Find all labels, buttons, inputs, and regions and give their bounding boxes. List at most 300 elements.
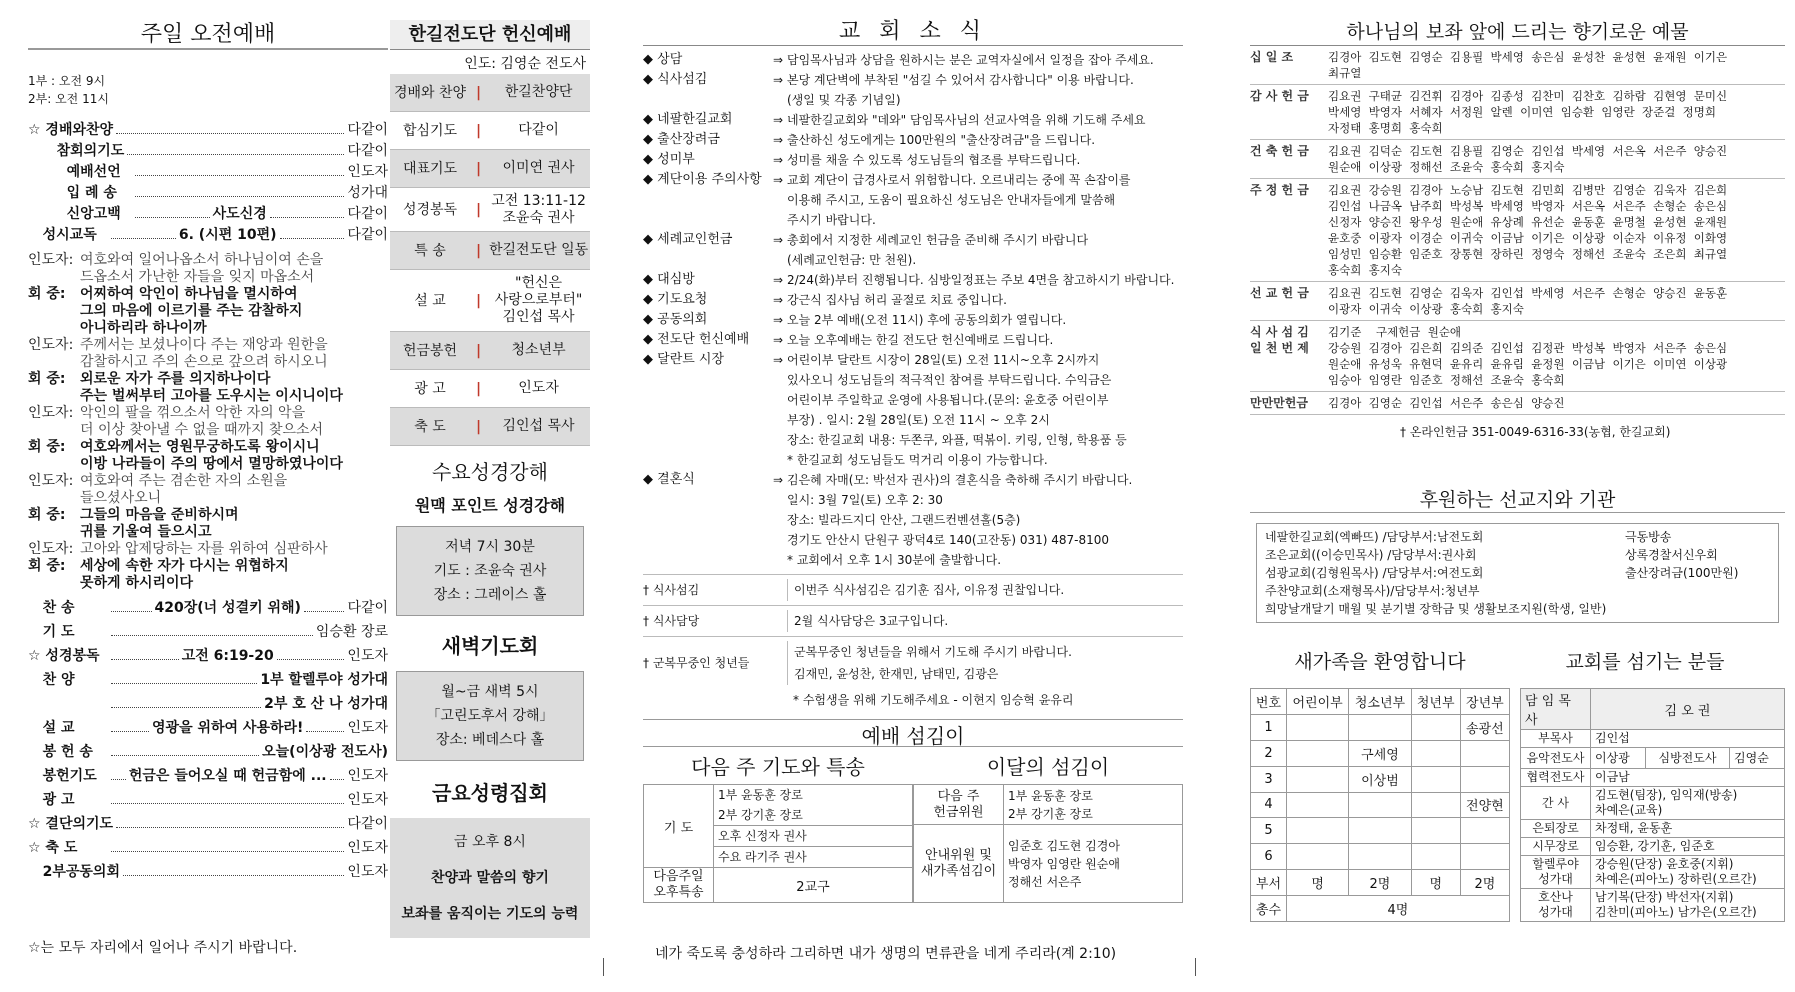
order-item (28, 790, 388, 814)
order-name: 찬 송 (28, 600, 75, 616)
order-item (28, 162, 388, 183)
news-line: 성미를 채울 수 있도록 성도님들의 협조를 부탁드립니다. (787, 153, 1081, 167)
dawn-info-line: 장소: 베데스다 홀 (435, 732, 545, 748)
dedication-row (390, 232, 590, 270)
leader-dots (123, 864, 344, 876)
dedication-person: 이미연 권사 (502, 160, 575, 176)
news-body (787, 170, 1131, 230)
responsive-line: 아니하리라 하나이까 (80, 320, 207, 336)
responsive-text (80, 371, 343, 405)
dedication-role: 경배와 찬양 (393, 84, 467, 101)
staff-name: 이금남 (1591, 769, 1785, 787)
institution-item: 출산장려금(100만원) (1625, 566, 1739, 580)
separator: | (476, 380, 482, 397)
offerings-title: 하나님의 보좌 앞에 드리는 향기로운 예물 (1250, 18, 1785, 46)
news-note (643, 574, 1183, 601)
order-item (28, 646, 388, 670)
note-line: 김재민, 윤성찬, 한재민, 남태민, 김광은 (794, 667, 999, 681)
cell: 어린이부 (1286, 689, 1348, 715)
order-person: 다같이 (347, 143, 388, 159)
responsive-speaker: 회 중: (28, 507, 66, 523)
cell (1286, 740, 1348, 766)
cell: 2 (1251, 740, 1287, 766)
offerings-table (1250, 46, 1785, 415)
responsive-entry (28, 286, 388, 337)
news-line: * 한길교회 성도님들도 먹거리 이용이 가능합니다. (787, 453, 1048, 467)
dedication-row (390, 370, 590, 408)
cell (1460, 818, 1509, 844)
cell (1286, 844, 1348, 870)
order-name: 입 례 송 (52, 185, 117, 201)
responsive-line: 감찰하시고 주의 손으로 갚으려 하시오니 (80, 354, 328, 370)
dawn-title: 새벽기도회 (441, 634, 539, 658)
mission-item: 네팔한길교회(엑빠뜨) /담당부서:남전도회 (1265, 530, 1484, 544)
order-item (28, 766, 388, 790)
staff-title: 교회를 섬기는 분들 (1565, 651, 1725, 673)
news-key: ◆ 식사섬김 (643, 72, 708, 87)
order-detail: 헌금은 들어오실 때 헌금함에 ... (128, 768, 327, 784)
dedication-row (390, 408, 590, 446)
news-line: 2/24(화)부터 진행됩니다. 심방일정표는 주보 4면을 참고하시기 바랍니다. (787, 273, 1175, 287)
arrow-icon: ⇒ (773, 53, 784, 67)
responsive-entry (28, 252, 388, 286)
separator: | (476, 160, 482, 177)
leader-dots (111, 624, 313, 636)
prayer-person: 2부 강기훈 장로 (714, 805, 913, 826)
cell (1411, 844, 1460, 870)
dedication-person: 한길찬양단 (504, 84, 573, 100)
news-line: 어린이부 달란트 시장이 28일(토) 오전 11시~오후 2시까지 (787, 353, 1100, 367)
staff-name: 차정태, 윤동훈 (1591, 820, 1785, 838)
order-item (28, 183, 388, 204)
news-line: 교회 계단이 급경사로서 위험합니다. 오르내리는 중에 꼭 손잡이를 (787, 173, 1131, 187)
offering-label: 다음 주 헌금위원 (914, 785, 1004, 825)
responsive-entry (28, 507, 388, 541)
dedication-row (390, 332, 590, 370)
dedication-role: 대표기도 (402, 160, 458, 177)
separator: | (476, 122, 482, 139)
responsive-line: 주는 벌써부터 고아를 도우시는 이시니이다 (80, 388, 343, 404)
staff-row (1521, 769, 1785, 787)
arrow-icon: ⇒ (773, 313, 784, 327)
page-divider-2 (1195, 958, 1196, 976)
mission-item: 조은교회((이승민목사) /담당부서:권사회 (1265, 548, 1477, 562)
cell (1349, 714, 1411, 740)
newcomers-total-row (1251, 896, 1510, 922)
bible-verse: 네가 죽도록 충성하라 그리하면 내가 생명의 면류관을 네게 주리라(계 2:10) (655, 946, 1117, 962)
news-title: 교 회 소 식 (643, 18, 1183, 46)
order-name: 봉헌기도 (28, 768, 97, 784)
offering-names: 김요권 구태균 김건휘 김경아 김종성 김찬미 김찬호 김하람 김현영 문미신 박세영 박영자 서혜자 서정원 알렌 이미연 임승환 임영란 장준걸 정명희 자정태 홍명희 홍숙희 (1328, 89, 1728, 135)
dedication-person: 인도자 (518, 380, 559, 396)
order-name: 신앙고백 (52, 206, 121, 222)
offering-row (1250, 392, 1785, 415)
offering-row (1250, 282, 1785, 321)
staff-name: 김영순 (1730, 748, 1785, 769)
order-detail: 2부 호 산 나 성가대 (264, 696, 388, 712)
news-item (643, 170, 1183, 230)
order-detail: 영광을 위하여 사용하라! (152, 720, 304, 736)
news-body (787, 50, 1154, 70)
cell: 부서 (1251, 870, 1287, 896)
news-key: ◆ 세례교인헌금 (643, 232, 733, 247)
cell: 명 (1286, 870, 1348, 896)
staff-row (1521, 787, 1785, 820)
responsive-text (80, 439, 343, 473)
news-key: ◆ 달란트 시장 (643, 352, 725, 367)
news-body (787, 290, 1007, 310)
responsive-line: 그의 마음에 이르기를 주는 감찰하지 (80, 303, 303, 319)
offerings-column (1250, 0, 1785, 992)
order-name: 기 도 (28, 624, 75, 640)
prayer-person: 오후 신정자 권사 (714, 826, 913, 847)
responsive-speaker: 인도자: (28, 337, 74, 353)
online-offering: † 온라인헌금 351-0049-6316-33(농협, 한길교회) (1400, 425, 1671, 439)
cell: 4 (1251, 792, 1287, 818)
order-name: 참회의기도 (42, 143, 125, 159)
dedication-person: 김인섭 목사 (502, 418, 575, 434)
order-person: 성가대 (347, 185, 388, 201)
responsive-text (80, 473, 287, 507)
dedication-row (390, 74, 590, 112)
news-line: 경기도 안산시 단원구 광덕4로 140(고잔동) 031) 487-8100 (787, 533, 1110, 547)
staff-row (1521, 730, 1785, 748)
dedication-row (390, 188, 590, 232)
cell: 2명 (1349, 870, 1411, 896)
news-body (787, 150, 1080, 170)
leader-dots (270, 206, 345, 218)
cell: 청년부 (1411, 689, 1460, 715)
wed-info-line: 장소 : 그레이스 홀 (433, 587, 547, 603)
staff-role: 간 사 (1521, 787, 1591, 820)
order-name: 광 고 (28, 792, 75, 808)
news-line: 일시: 3월 7일(토) 오후 2: 30 (787, 493, 943, 507)
fri-info-box (390, 818, 590, 938)
news-body (787, 110, 1146, 130)
news-item (643, 290, 1183, 310)
order-person: 인도자 (347, 164, 388, 180)
cell: 장년부 (1460, 689, 1509, 715)
responsive-entry (28, 439, 388, 473)
arrow-icon: ⇒ (773, 233, 784, 247)
news-line: 김은혜 자매(모: 박선자 권사)의 결혼식을 축하해 주시기 바랍니다. (787, 473, 1133, 487)
leader-dots (111, 227, 176, 239)
news-line: 오늘 2부 예배(오전 11시) 후에 공동의회가 열립니다. (787, 313, 1067, 327)
arrow-icon: ⇒ (773, 113, 784, 127)
order-item (28, 718, 388, 742)
offering-row (1250, 179, 1785, 282)
staff-name: 이상광 (1591, 748, 1646, 769)
order-detail: 사도신경 (212, 206, 267, 222)
note-line: 이번주 식사섬김은 김기훈 집사, 이유정 권찰입니다. (794, 583, 1065, 597)
responsive-line: 여호와여 주는 겸손한 자의 소원을 (80, 473, 288, 489)
order-name: ☆ 축 도 (28, 840, 78, 856)
missions-box (1256, 523, 1779, 623)
responsive-speaker: 인도자: (28, 541, 74, 557)
dedication-role: 성경봉독 (402, 201, 458, 218)
offering-names: 김요권 강승원 김경아 노승남 김도현 김민희 김병만 김영순 김욱자 김은희 김인섭 나금옥 남주희 박성복 박세영 박영자 서은옥 서은주 손형순 송은심 신정자 양승진 왕우성 원순애 유상례 유선순 윤동훈 윤명철 윤성현 윤재원 윤호중 이광자 이경순 이귀숙 이금남 이기은 이상광 이순자 이유정 이화영 임성민 임승환 임준호 장통현 장하린 정영숙 정해선 조윤숙 조은희 최규열 홍숙희 홍지숙 (1328, 183, 1728, 277)
staff-name: 김도현(팀장), 임익재(방송) 차예은(교육) (1591, 787, 1785, 820)
responsive-entry (28, 541, 388, 558)
leader-dots (306, 720, 344, 732)
news-line: 출산하신 성도에게는 100만원의 "출산장려금"을 드립니다. (787, 133, 1096, 147)
cell: 청소년부 (1349, 689, 1411, 715)
staff-row (1521, 889, 1785, 922)
responsive-line: 못하게 하시리이다 (80, 575, 194, 591)
responsive-line: 어찌하여 악인이 하나님을 멸시하여 (80, 286, 298, 302)
news-line: 총회에서 지정한 세례교인 헌금을 준비해 주시기 바랍니다 (787, 233, 1089, 247)
note-body (787, 579, 1064, 601)
leader-dots (111, 768, 126, 780)
order-person: 다같이 (347, 816, 388, 832)
note-body (787, 641, 1072, 685)
order-person: 임승환 장로 (315, 624, 388, 640)
wed-info-line: 기도 : 조윤숙 권사 (433, 563, 547, 579)
dedication-row (390, 112, 590, 150)
news-line: 장소: 빌라드지디 안산, 그랜드컨벤션홀(5층) (787, 513, 1021, 527)
note-body (787, 610, 948, 632)
responsive-line: 악인의 팔을 꺾으소서 악한 자의 악을 (80, 405, 306, 421)
news-line: 이용해 주시고, 도움이 필요하신 성도님은 안내자들에게 말씀해 (787, 193, 1116, 207)
offering-names: 김경아 김영순 김인섭 서은주 송은심 양승진 (1328, 396, 1565, 410)
exam-prayer-note: * 수험생을 위해 기도해주세요 - 이현지 임승혁 윤유리 (793, 693, 1074, 707)
news-key: ◆ 기도요청 (643, 292, 708, 307)
cell: 이상범 (1349, 766, 1411, 792)
cell (1349, 818, 1411, 844)
cell (1460, 740, 1509, 766)
responsive-line: 여호와께서는 영원무궁하도록 왕이시니 (80, 439, 320, 455)
news-line: 담임목사님과 상담을 원하시는 분은 교역자실에서 일정을 잡아 주세요. (787, 53, 1154, 67)
staff-role: 부목사 (1521, 730, 1591, 748)
order-person: 인도자 (347, 840, 388, 856)
order-name: 성시교독 (28, 227, 97, 243)
worship-order (28, 120, 388, 246)
news-body (787, 330, 1053, 350)
news-line: (생일 및 각종 기념일) (787, 93, 901, 107)
order-person: 인도자 (347, 792, 388, 808)
fri-info-line: 보좌를 움직이는 기도의 능력 (401, 906, 579, 922)
responsive-entry (28, 558, 388, 592)
cell (1411, 714, 1460, 740)
order-detail: 1부 할렐루야 성가대 (260, 672, 388, 688)
news-line: (세례교인헌금: 만 천원). (787, 253, 917, 267)
news-line: 강근식 집사님 허리 골절로 치료 중입니다. (787, 293, 1007, 307)
offering-type: 십 일 조 (1250, 50, 1294, 64)
responsive-entry (28, 371, 388, 405)
staff-name: 김인섭 (1591, 730, 1785, 748)
dedication-row (390, 150, 590, 188)
note-key: † 식사담당 (643, 614, 700, 628)
dedication-person: 청소년부 (511, 342, 566, 358)
offering-committee (1004, 785, 1183, 825)
guide-list (1004, 825, 1183, 903)
leader-dots (280, 227, 345, 239)
dawn-info-line: 월~금 새벽 5시 (441, 684, 539, 700)
dedication-person: 고전 13:11-12 조윤숙 권사 (491, 192, 586, 226)
guide-line: 임준호 김도현 김경아 (1008, 838, 1120, 853)
order-item (28, 622, 388, 646)
offering-type: 선 교 헌 금 (1250, 286, 1309, 300)
worship-times (28, 72, 388, 108)
news-item (643, 230, 1183, 270)
responsive-line: 그들의 마음을 준비하시며 (80, 507, 239, 523)
news-item (643, 110, 1183, 130)
staff-row (1521, 838, 1785, 856)
offering-type: 만만만헌금 (1250, 396, 1308, 410)
offering-type: 감 사 헌 금 (1250, 89, 1309, 103)
leader-dots (111, 792, 344, 804)
separator: | (476, 342, 482, 359)
news-key: ◆ 상담 (643, 52, 683, 67)
order-item (28, 598, 388, 622)
cell: 2명 (1460, 870, 1509, 896)
leader-dots (111, 720, 149, 732)
newcomers-row (1251, 844, 1510, 870)
news-line: 네팔한길교회와 "데와" 담임목사님의 선교사역을 위해 기도해 주세요 (787, 113, 1146, 127)
news-body (787, 310, 1066, 330)
news-item (643, 150, 1183, 170)
news-key: ◆ 계단이용 주의사항 (643, 172, 762, 187)
offering-person: 1부 윤동훈 장로 (1008, 788, 1093, 803)
order-detail: 420장(너 성결키 위해) (154, 600, 301, 616)
missions-title: 후원하는 선교지와 기관 (1250, 485, 1785, 513)
staff-role: 은퇴장로 (1521, 820, 1591, 838)
standing-footnote: ☆는 모두 자리에서 일어나 주시기 바랍니다. (28, 940, 298, 956)
leader-dots (135, 164, 344, 176)
dedication-title: 한길전도단 헌신예배 (390, 20, 590, 50)
responsive-speaker: 회 중: (28, 286, 66, 302)
wed-info-line: 저녁 7시 30분 (445, 539, 535, 555)
news-key: ◆ 공동의회 (643, 312, 708, 327)
dedication-program (390, 74, 590, 446)
order-item (28, 862, 388, 886)
offering-names: 김요권 김도현 김영순 김욱자 김인섭 박세영 서은주 손형순 양승진 윤동훈 이광자 이귀숙 이상광 홍숙희 홍지숙 (1328, 286, 1728, 316)
arrow-icon: ⇒ (773, 293, 784, 307)
cell (1286, 792, 1348, 818)
mission-item: 섬광교회(김형원목사) /담당부서:여전도회 (1265, 566, 1484, 580)
newcomers-title: 새가족을 환영합니다 (1294, 651, 1466, 673)
fri-title: 금요성령집회 (432, 781, 548, 805)
worship-title: 주일 오전예배 (28, 20, 388, 50)
dawn-info-line: 「고린도후서 강해」 (426, 708, 554, 724)
leader-dots (135, 206, 210, 218)
news-list (643, 50, 1183, 570)
staff-name: 강승원(단장) 윤호중(지휘) 차예은(피아노) 장하린(오르간) (1591, 856, 1785, 889)
cell (1286, 818, 1348, 844)
separator: | (476, 292, 482, 309)
order-detail: 고전 6:19-20 (181, 648, 274, 664)
responsive-entry (28, 473, 388, 507)
cell (1460, 844, 1509, 870)
dawn-info-box (396, 671, 584, 761)
news-key: ◆ 네팔한길교회 (643, 112, 733, 127)
separator: | (476, 84, 482, 101)
leader-dots (127, 143, 344, 155)
offering-names: 김기준 구제헌금 원순애 강승원 김경아 김은희 김의준 김인섭 김정관 박성복 박영자 서은주 송은심 원순애 유성욱 유현덕 윤유리 윤유림 윤정원 이금남 이기은 이미연 이상광 임승아 임영란 임준호 정해선 조윤숙 홍숙희 (1328, 325, 1728, 387)
news-body (787, 470, 1132, 570)
newcomers-row (1251, 792, 1510, 818)
order-person: 인도자 (347, 864, 388, 880)
fri-info-line: 금 오후 8시 (454, 834, 526, 850)
news-note (643, 605, 1183, 632)
newcomers-header (1251, 689, 1510, 715)
order-name: 2부공동의회 (28, 864, 120, 880)
news-line: * 교회에서 오후 1시 30분에 출발합니다. (787, 553, 1002, 567)
cell: 1 (1251, 714, 1287, 740)
arrow-icon: ⇒ (773, 333, 784, 347)
church-news-column (643, 0, 1183, 992)
prayer-person: 수요 라기주 권사 (714, 847, 913, 868)
offering-names: 김경아 김도현 김영순 김용필 박세영 송은심 윤성찬 윤성현 윤재원 이기은 최규열 (1328, 50, 1728, 80)
responsive-text (80, 405, 323, 439)
worship-order-2 (28, 598, 388, 886)
offering-row (1250, 46, 1785, 85)
cell (1349, 844, 1411, 870)
responsive-text (80, 286, 302, 337)
institution-item: 극동방송 (1625, 530, 1672, 544)
guide-line: 정해선 서은주 (1008, 874, 1082, 889)
staff-role: 심방전도사 (1645, 748, 1729, 769)
order-item (28, 814, 388, 838)
dedication-role: 광 고 (414, 380, 446, 397)
dedication-column (390, 0, 590, 992)
dedication-role: 합심기도 (402, 122, 458, 139)
page-divider (603, 958, 604, 976)
order-person: 인도자 (347, 648, 388, 664)
wed-info-box (396, 526, 584, 616)
staff-name: 남기복(단장) 박선자(지휘) 김찬미(피아노) 남가은(오르간) (1591, 889, 1785, 922)
cell: 송광선 (1460, 714, 1509, 740)
institution-item: 상록경찰서신우회 (1625, 548, 1718, 562)
order-item (28, 120, 388, 141)
order-item (28, 742, 388, 766)
order-item (28, 204, 388, 225)
cell: 전양현 (1460, 792, 1509, 818)
leader-dots (111, 672, 257, 684)
cell (1411, 818, 1460, 844)
responsive-line: 세상에 속한 자가 다시는 위협하지 (80, 558, 289, 574)
news-line: 부장) . 일시: 2월 28일(토) 오전 11시 ~ 오후 2시 (787, 413, 1050, 427)
news-line: 오늘 오후예배는 한길 전도단 헌신예배로 드립니다. (787, 333, 1054, 347)
order-item (28, 838, 388, 862)
leader-dots (116, 816, 344, 828)
cell (1411, 740, 1460, 766)
order-person: 다같이 (347, 227, 388, 243)
order-item (28, 141, 388, 162)
news-key: ◆ 결혼식 (643, 472, 695, 487)
separator: | (476, 418, 482, 435)
leader-dots (111, 840, 344, 852)
responsive-text (80, 337, 328, 371)
cell: 5 (1251, 818, 1287, 844)
leader-dots (330, 768, 345, 780)
note-key: † 군복무중인 청년들 (643, 656, 750, 670)
dedication-person: "헌신은 사랑으로부터" 김인섭 목사 (494, 275, 583, 325)
order-person: 인도자 (347, 768, 388, 784)
staff-table (1520, 688, 1785, 922)
responsive-line: 들으셨사오니 (80, 490, 162, 506)
next-week-title: 다음 주 기도와 특송 (691, 755, 865, 779)
arrow-icon: ⇒ (773, 73, 784, 87)
offering-type: 건 축 헌 금 (1250, 144, 1309, 158)
leader-dots (111, 696, 261, 708)
arrow-icon: ⇒ (773, 273, 784, 287)
staff-row (1521, 748, 1785, 769)
order-item (28, 225, 388, 246)
cell: 3 (1251, 766, 1287, 792)
news-line: 주시기 바랍니다. (787, 213, 876, 227)
order-person: 다같이 (347, 206, 388, 222)
